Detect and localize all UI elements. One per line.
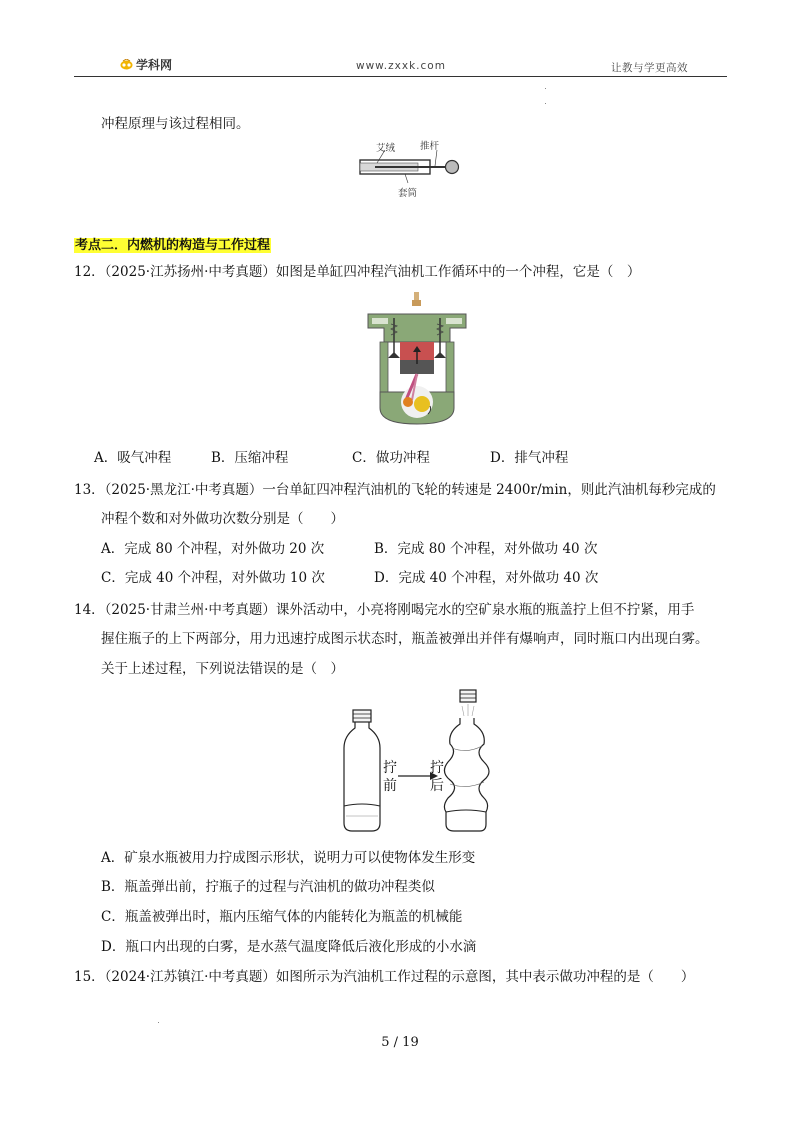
fig-label-sleeve: 套筒: [398, 188, 418, 199]
section-title: [74, 234, 271, 253]
bottle-figure: [334, 688, 494, 838]
q13-option-b: B．完成 80 个冲程，对外做功 40 次: [374, 541, 598, 557]
q13-option-d: D．完成 40 个冲程，对外做功 40 次: [374, 570, 599, 586]
q14-option-c: C．瓶盖被弹出时，瓶内压缩气体的内能转化为瓶盖的机械能: [101, 909, 463, 925]
intro-line: 冲程原理与该过程相同。: [101, 116, 250, 132]
q14-option-d: D．瓶口内出现的白雾，是水蒸气温度降低后液化形成的小水滴: [101, 939, 477, 955]
q12-option-d: D．排气冲程: [490, 450, 569, 466]
q13-option-a: A．完成 80 个冲程，对外做功 20 次: [101, 541, 325, 557]
q15-stem: 15．（2024·江苏镇江·中考真题）如图所示为汽油机工作过程的示意图，其中表示做功冲程的是（ ）: [74, 969, 695, 985]
stray-dot: [545, 88, 546, 89]
fig-label-before-1: 拧: [383, 760, 397, 776]
site-logo: [120, 56, 172, 73]
fig-label-moxa: 艾绒: [376, 143, 396, 154]
fig-label-pushrod: 推杆: [420, 141, 440, 152]
q13-option-c: C．完成 40 个冲程，对外做功 10 次: [101, 570, 325, 586]
q14-stem-3: 关于上述过程，下列说法错误的是（ ）: [101, 661, 344, 677]
engine-diagram: [366, 292, 468, 426]
stray-dot: [158, 1022, 159, 1023]
q12-option-a: A．吸气冲程: [94, 450, 172, 466]
q12-option-b: B．压缩冲程: [211, 450, 289, 466]
fig-label-after-1: 拧: [430, 760, 444, 776]
q14-stem-2: 握住瓶子的上下两部分，用力迅速拧成图示状态时，瓶盖被弹出并伴有爆响声，同时瓶口内出现白雾。: [101, 631, 709, 647]
header-divider: [74, 76, 727, 77]
q14-option-a: A．矿泉水瓶被用力拧成图示形状，说明力可以使物体发生形变: [101, 850, 476, 866]
q13-stem-1: 13．（2025·黑龙江·中考真题）一台单缸四冲程汽油机的飞轮的转速是 2400r/min，则此汽油机每秒完成的: [74, 482, 716, 498]
stray-dot: [545, 103, 546, 104]
logo-text: 学科网: [136, 58, 173, 72]
q12-stem: 12．（2025·江苏扬州·中考真题）如图是单缸四冲程汽油机工作循环中的一个冲程，它是（ ）: [74, 264, 641, 280]
header-url: www.zxxk.com: [356, 60, 446, 72]
q14-stem-1: 14．（2025·甘肃兰州·中考真题）课外活动中，小亮将刚喝完水的空矿泉水瓶的瓶盖拧上但不拧紧，用手: [74, 602, 695, 618]
page-number: 5 / 19: [381, 1035, 419, 1050]
fig-label-before-2: 前: [383, 778, 397, 794]
section-title-text: 考点二．内燃机的构造与工作过程: [75, 238, 271, 253]
fig-label-after-2: 后: [430, 778, 444, 794]
header-slogan: 让教与学更高效: [611, 62, 688, 74]
q13-stem-2: 冲程个数和对外做功次数分别是（ ）: [101, 511, 344, 527]
logo-icon: [120, 59, 133, 70]
q12-option-c: C．做功冲程: [352, 450, 430, 466]
q14-option-b: B．瓶盖弹出前，拧瓶子的过程与汽油机的做功冲程类似: [101, 879, 435, 895]
